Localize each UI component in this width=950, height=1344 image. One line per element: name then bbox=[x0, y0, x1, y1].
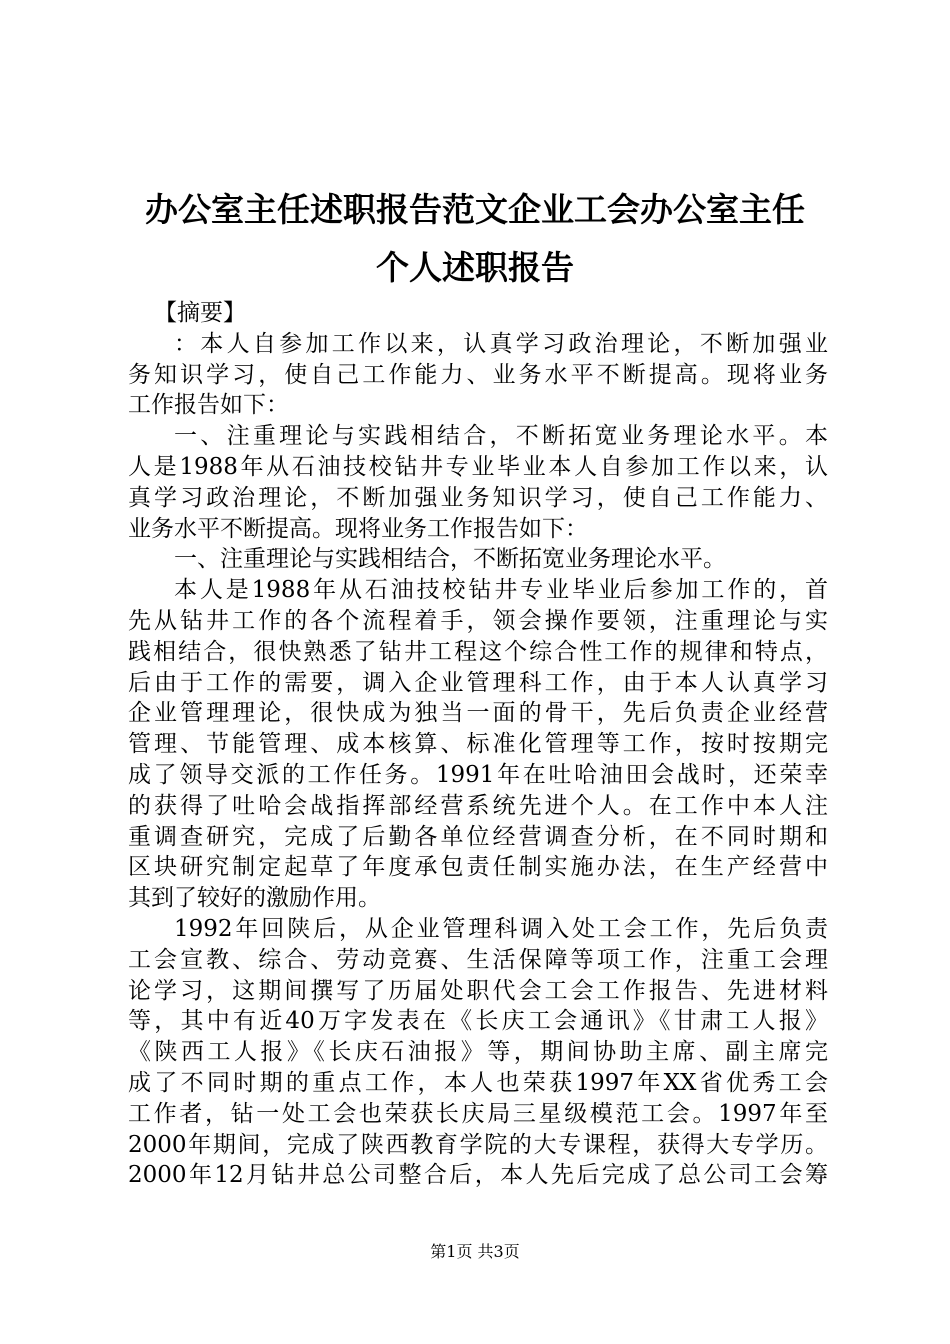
document-body bbox=[128, 298, 828, 1191]
paragraph-line: 一、注重理论与实践相结合，不断拓宽业务理论水平。本 bbox=[174, 423, 828, 450]
paragraph-line: 成了不同时期的重点工作，本人也荣获1997年XX省优秀工会 bbox=[128, 1069, 828, 1096]
paragraph-line: 业务水平不断提高。现将业务工作报告如下： bbox=[128, 515, 588, 542]
paragraph-line: 先从钻井工作的各个流程着手，领会操作要领，注重理论与实 bbox=[128, 607, 828, 634]
paragraph-line: 践相结合，很快熟悉了钻井工程这个综合性工作的规律和特点， bbox=[128, 638, 828, 665]
paragraph-line: 的获得了吐哈会战指挥部经营系统先进个人。在工作中本人注 bbox=[128, 792, 828, 819]
paragraph-line: ：本人自参加工作以来，认真学习政治理论，不断加强业 bbox=[174, 330, 828, 357]
paragraph-line: 务知识学习，使自己工作能力、业务水平不断提高。现将业务 bbox=[128, 361, 828, 388]
paragraph-line: 工作报告如下： bbox=[128, 392, 289, 419]
page-footer: 第1页 共3页 bbox=[430, 1242, 520, 1261]
paragraph-line: 工会宣教、综合、劳动竞赛、生活保障等项工作，注重工会理 bbox=[128, 946, 828, 973]
paragraph-line: 2000年期间，完成了陕西教育学院的大专课程，获得大专学历。 bbox=[128, 1131, 828, 1158]
paragraph-line: 论学习，这期间撰写了历届处职代会工会工作报告、先进材料 bbox=[128, 977, 828, 1004]
paragraph-line: 区块研究制定起草了年度承包责任制实施办法，在生产经营中 bbox=[128, 854, 828, 881]
document-title-line-2: 个人述职报告 bbox=[376, 248, 574, 287]
paragraph-line: 一、注重理论与实践相结合，不断拓宽业务理论水平。 bbox=[174, 546, 726, 573]
paragraph-line: 真学习政治理论，不断加强业务知识学习，使自己工作能力、 bbox=[128, 484, 828, 511]
paragraph-line: 《陕西工人报》《长庆石油报》等，期间协助主席、副主席完 bbox=[128, 1039, 828, 1066]
paragraph-line: 2000年12月钻井总公司整合后，本人先后完成了总公司工会筹 bbox=[128, 1162, 828, 1189]
document-title-line-1: 办公室主任述职报告范文企业工会办公室主任 bbox=[145, 190, 805, 229]
paragraph-line: 人是1988年从石油技校钻井专业毕业本人自参加工作以来，认 bbox=[128, 453, 828, 480]
paragraph-line: 后由于工作的需要，调入企业管理科工作，由于本人认真学习 bbox=[128, 669, 828, 696]
paragraph-line: 企业管理理论，很快成为独当一面的骨干，先后负责企业经营 bbox=[128, 700, 828, 727]
paragraph-line: 成了领导交派的工作任务。1991年在吐哈油田会战时，还荣幸 bbox=[128, 761, 828, 788]
abstract-label: 【摘要】 bbox=[154, 300, 246, 326]
paragraph-line: 本人是1988年从石油技校钻井专业毕业后参加工作的，首 bbox=[174, 577, 828, 604]
paragraph-line: 工作者，钻一处工会也荣获长庆局三星级模范工会。1997年至 bbox=[128, 1100, 828, 1127]
paragraph-line: 其到了较好的激励作用。 bbox=[128, 885, 381, 912]
paragraph-line: 等，其中有近40万字发表在《长庆工会通讯》《甘肃工人报》 bbox=[128, 1008, 828, 1035]
paragraph-line: 管理、节能管理、成本核算、标准化管理等工作，按时按期完 bbox=[128, 731, 828, 758]
paragraph-line: 重调查研究，完成了后勤各单位经营调查分析，在不同时期和 bbox=[128, 823, 828, 850]
paragraph-line: 1992年回陕后，从企业管理科调入处工会工作，先后负责 bbox=[174, 915, 828, 942]
